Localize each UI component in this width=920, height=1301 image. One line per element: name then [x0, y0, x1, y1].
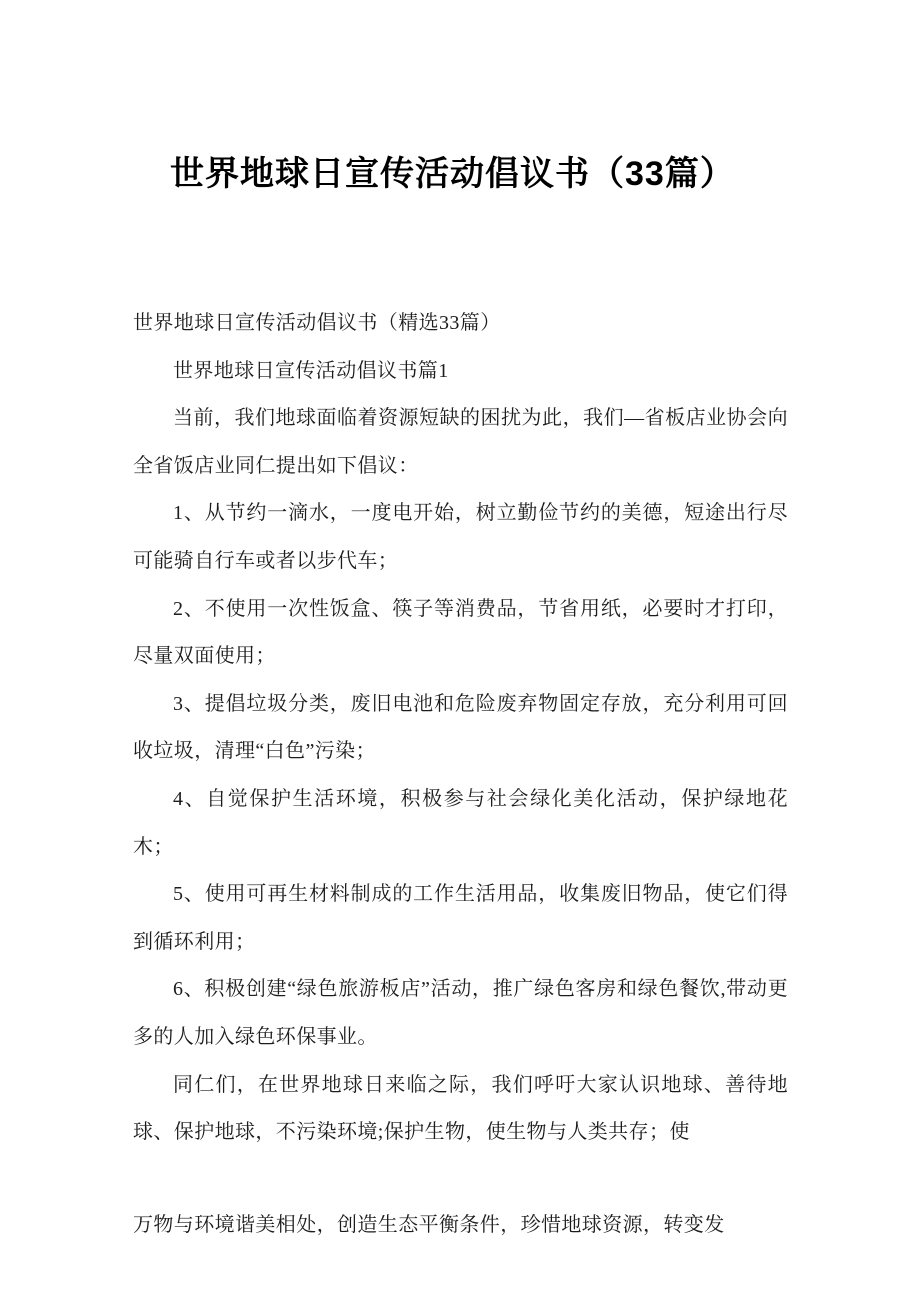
paragraph-item-6: 6、积极创建“绿色旅游板店”活动，推广绿色客房和绿色餐饮,带动更多的人加入绿色环保事业。 [133, 978, 788, 1048]
paragraph-item-3: 3、提倡垃圾分类，废旧电池和危险废弃物固定存放，充分利用可回收垃圾，清理“白色”污染； [133, 692, 788, 763]
paragraph-item-4: 4、自觉保护生活环境，积极参与社会绿化美化活动，保护绿地花木； [133, 787, 788, 858]
paragraph-closing: 同仁们，在世界地球日来临之际，我们呼吁大家认识地球、善待地球、保护地球，不污染环境;保护生物，使生物与人类共存；使 [133, 1073, 788, 1144]
paragraph-intro: 当前，我们地球面临着资源短缺的困扰为此，我们—省板店业协会向全省饭店业同仁提出如下倡议： [133, 407, 788, 477]
paragraph-closing-continued: 万物与环境谐美相处，创造生态平衡条件，珍惜地球资源，转变发 [133, 1213, 725, 1236]
document-body [133, 300, 788, 1249]
paragraph-heading-selected: 世界地球日宣传活动倡议书（精选33篇） [133, 312, 501, 334]
paragraph-section-heading: 世界地球日宣传活动倡议书篇1 [173, 359, 449, 382]
paragraph-item-2: 2、不使用一次性饭盒、筷子等消费品，节省用纸，必要时才打印，尽量双面使用； [133, 597, 788, 668]
document-title: 世界地球日宣传活动倡议书（33篇） [170, 155, 735, 193]
paragraph-item-5: 5、使用可再生材料制成的工作生活用品，收集废旧物品，使它们得到循环利用； [133, 883, 788, 953]
paragraph-item-1: 1、从节约一滴水，一度电开始，树立勤俭节约的美德，短途出行尽可能骑自行车或者以步代车； [133, 502, 788, 572]
